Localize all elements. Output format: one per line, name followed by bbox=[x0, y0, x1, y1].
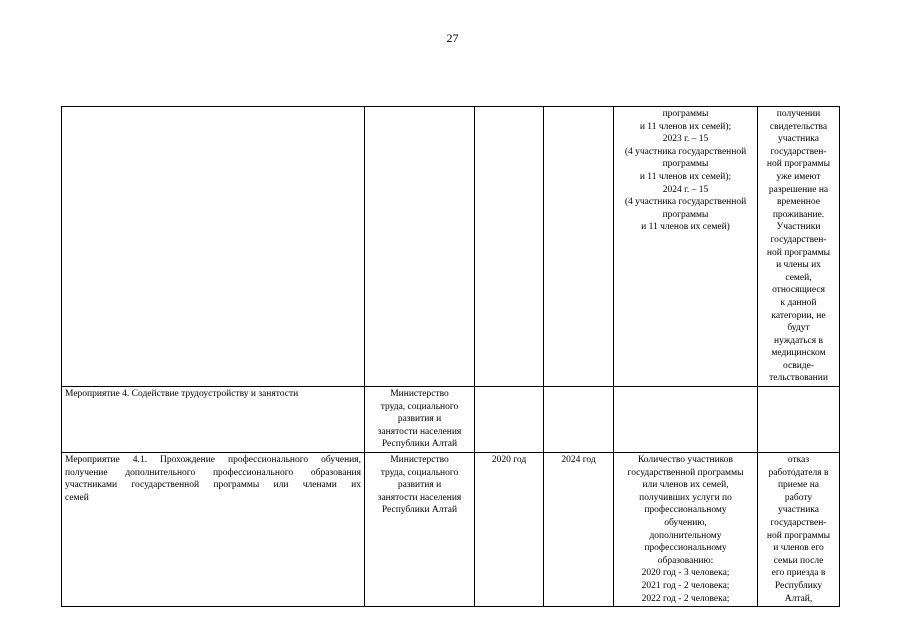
event-line: Мероприятие 4. Содействие трудоустройству и занятости bbox=[65, 389, 299, 400]
risk-line: участника bbox=[778, 134, 819, 145]
event-cell bbox=[62, 387, 365, 453]
risk-cell bbox=[758, 107, 840, 387]
indicator-line: программы bbox=[662, 159, 709, 170]
indicator-line: обучению, bbox=[664, 518, 707, 528]
risk-line: ной программы bbox=[766, 159, 831, 170]
risk-line: приеме на bbox=[777, 480, 820, 491]
risk-line: работу bbox=[784, 492, 813, 503]
table-row bbox=[62, 107, 840, 387]
table-row bbox=[62, 453, 840, 607]
risk-line: получении bbox=[776, 109, 821, 119]
executor-cell bbox=[365, 453, 475, 607]
risk-line: ной программы bbox=[766, 530, 831, 541]
risk-line: и члены их bbox=[776, 260, 821, 271]
event-line: получение дополнительного профессионального образования bbox=[65, 467, 361, 478]
indicator-line: профессиональному bbox=[644, 543, 727, 554]
executor-line: Министерство bbox=[390, 389, 449, 400]
risk-line: нуждаться в bbox=[773, 335, 823, 346]
indicator-line: (4 участника государственной bbox=[624, 197, 747, 208]
risk-line: участника bbox=[778, 505, 819, 516]
risk-line: освиде- bbox=[783, 360, 814, 371]
executor-line: Республики Алтай bbox=[381, 505, 458, 516]
indicator-line: и 11 членов их семей) bbox=[641, 222, 730, 233]
risk-line: свидетельства bbox=[769, 121, 828, 132]
start-year-cell bbox=[475, 387, 544, 453]
indicator-line: дополнительному bbox=[649, 530, 722, 541]
program-measures-table bbox=[61, 106, 840, 607]
risk-line: к данной bbox=[780, 297, 817, 308]
executor-line: труда, социального bbox=[380, 401, 459, 412]
indicator-line: программы bbox=[662, 109, 709, 119]
executor-line: Министерство bbox=[390, 455, 449, 466]
risk-line: государствен- bbox=[770, 146, 827, 157]
indicator-line: программы bbox=[662, 209, 709, 220]
executor-line: труда, социального bbox=[380, 467, 459, 478]
executor-line: развития и bbox=[397, 414, 442, 425]
event-line: Мероприятие 4.1. Прохождение профессионального обучения, bbox=[65, 455, 361, 466]
risk-line: Алтай, bbox=[784, 593, 813, 604]
indicator-cell bbox=[614, 453, 758, 607]
risk-line: отказ bbox=[787, 455, 810, 466]
risk-line: уже имеют bbox=[776, 171, 821, 182]
risk-line: временное bbox=[777, 197, 820, 208]
risk-line: разрешение на bbox=[768, 184, 829, 195]
risk-line: семьи после bbox=[773, 555, 824, 566]
risk-line: его приезда в bbox=[771, 568, 826, 579]
risk-line: Республику bbox=[774, 580, 823, 591]
indicator-line: 2022 год - 2 человека; bbox=[641, 593, 730, 604]
event-cell bbox=[62, 453, 365, 607]
indicator-line: 2021 год - 2 человека; bbox=[641, 580, 730, 591]
indicator-line: и 11 членов их семей); bbox=[639, 121, 732, 132]
start-year-cell: 2020 год bbox=[475, 453, 544, 607]
indicator-line: 2024 г. – 15 bbox=[662, 184, 709, 195]
indicator-cell bbox=[614, 387, 758, 453]
start-year-cell bbox=[475, 107, 544, 387]
page-number: 27 bbox=[446, 31, 459, 45]
end-year-cell bbox=[544, 387, 614, 453]
risk-line: относящиеся bbox=[772, 285, 825, 296]
executor-line: занятости населения bbox=[377, 492, 462, 503]
end-year-cell: 2024 год bbox=[544, 453, 614, 607]
risk-line: и членов его bbox=[773, 543, 824, 554]
event-cell bbox=[62, 107, 365, 387]
executor-cell bbox=[365, 387, 475, 453]
executor-line: Республики Алтай bbox=[381, 439, 458, 450]
risk-line: семей, bbox=[785, 272, 812, 283]
indicator-line: государственной программы bbox=[627, 467, 744, 478]
risk-cell bbox=[758, 387, 840, 453]
event-line: семей bbox=[65, 492, 89, 503]
risk-line: медицинском bbox=[771, 348, 826, 359]
indicator-line: 2023 г. – 15 bbox=[662, 134, 709, 145]
indicator-cell bbox=[614, 107, 758, 387]
risk-line: тельствовании bbox=[769, 373, 828, 384]
indicator-line: и 11 членов их семей); bbox=[639, 171, 732, 182]
risk-cell bbox=[758, 453, 840, 607]
indicator-line: или членов их семей, bbox=[642, 480, 729, 491]
risk-line: проживание. bbox=[772, 209, 825, 220]
indicator-line: 2020 год - 3 человека; bbox=[641, 568, 730, 579]
executor-line: развития и bbox=[397, 480, 442, 491]
executor-line: занятости населения bbox=[377, 426, 462, 437]
risk-line: будут bbox=[787, 323, 810, 334]
indicator-line: Количество участников bbox=[637, 455, 734, 466]
indicator-line: профессиональному bbox=[644, 505, 727, 516]
indicator-line: образованию: bbox=[657, 555, 714, 566]
risk-line: работодателя в bbox=[768, 467, 829, 478]
risk-line: категории, не bbox=[771, 310, 826, 321]
risk-line: государствен- bbox=[770, 234, 827, 245]
risk-line: ной программы bbox=[766, 247, 831, 258]
indicator-line: (4 участника государственной bbox=[624, 146, 747, 157]
event-line: участниками государственной программы или членами их bbox=[65, 480, 361, 491]
risk-line: государствен- bbox=[770, 518, 827, 528]
executor-cell bbox=[365, 107, 475, 387]
risk-line: Участники bbox=[776, 222, 821, 233]
end-year-cell bbox=[544, 107, 614, 387]
indicator-line: получивших услуги по bbox=[639, 492, 732, 503]
table-row bbox=[62, 387, 840, 453]
